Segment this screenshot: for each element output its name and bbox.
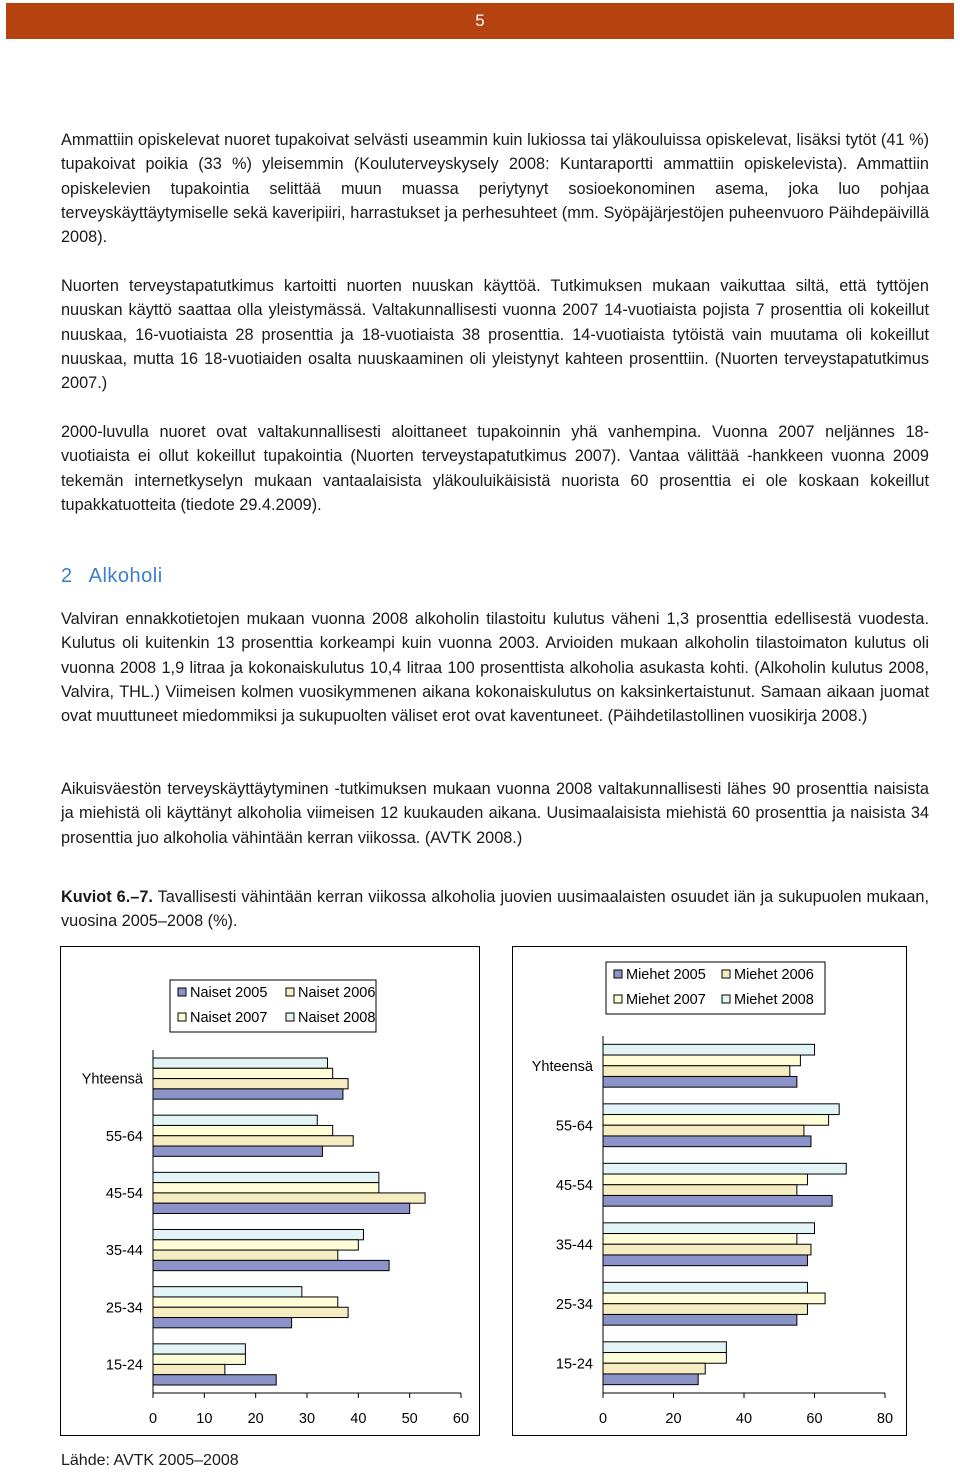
paragraph: Ammattiin opiskelevat nuoret tupakoivat selvästi useammin kuin lukiossa tai yläkouluissa opiskelevat, lisäksi tytöt (41 %) tupakoivat poikia (33 %) yleisemmin (Kouluterveyskysely 2008: Kuntaraportti ammattiin opiskelevista). Ammattiin opiskelevien tupakointia selittää muun muassa periytynyt sosioekonominen asema, joka luo pohjaa terveyskäyttäytymiselle sekä kaveripiiri, harrastukset ja perhesuhteet (mm. Syöpäjärjestöjen puheenvuoro Päihdepäivillä 2008). [61, 131, 929, 247]
bar [153, 1364, 225, 1374]
legend-label: Miehet 2007 [626, 992, 706, 1008]
bar [603, 1223, 815, 1234]
legend-swatch [614, 995, 622, 1003]
chart-svg [512, 946, 907, 1436]
legend-label: Naiset 2005 [190, 985, 268, 1001]
figure-caption-label: Kuviot 6.–7. [61, 888, 153, 906]
bar [603, 1195, 832, 1206]
bar [603, 1282, 807, 1293]
category-label: 55-64 [555, 1118, 593, 1135]
category-label: 15-24 [555, 1356, 593, 1373]
x-tick-label: 60 [806, 1411, 823, 1427]
section-heading [61, 565, 163, 588]
category-label: 25-34 [105, 1300, 143, 1317]
x-tick-label: 50 [401, 1411, 418, 1427]
legend-label: Naiset 2007 [190, 1010, 268, 1026]
bar [153, 1287, 302, 1297]
bar [153, 1203, 410, 1213]
bar [603, 1293, 825, 1304]
bar [153, 1146, 322, 1156]
category-label: Yhteensä [81, 1071, 143, 1088]
legend-swatch [178, 988, 186, 996]
paragraph: Aikuisväestön terveyskäyttäytyminen -tutkimuksen mukaan vuonna 2008 valtakunnallisesti lähes 90 prosenttia naisista ja miehistä oli käyttänyt alkoholia viimeisen 12 kuukauden aikana. Uusimaalaisista miehistä 60 prosenttia ja naisista 34 prosenttia juo alkoholia vähintään kerran viikossa. (AVTK 2008.) [61, 780, 929, 847]
bar [603, 1125, 804, 1136]
section-number: 2 [61, 565, 73, 587]
category-label: 45-54 [555, 1177, 593, 1194]
legend-label: Miehet 2008 [734, 992, 814, 1008]
bar [153, 1260, 389, 1270]
bar [603, 1163, 846, 1174]
bar [603, 1304, 807, 1315]
paragraph: 2000-luvulla nuoret ovat valtakunnallisesti aloittaneet tupakoinnin yhä vanhempina. Vuonna 2007 neljännes 18-vuotiaista ei ollut kokeillut tupakointia (Nuorten terveystapatutkimus 2007). Vantaa välittää -hankkeen vuonna 2009 tekemän internetkyselyn mukaan vantaalaisista yläkouluikäisistä nuorista 60 prosenttia ei ole koskaan kokeillut tupakkatuotteita (tiedote 29.4.2009). [61, 423, 929, 514]
bar [603, 1314, 797, 1325]
x-tick-label: 20 [247, 1411, 264, 1427]
category-label: 25-34 [555, 1296, 593, 1313]
bar [603, 1244, 811, 1255]
section-title: Alkoholi [88, 565, 163, 587]
bar [603, 1342, 726, 1353]
bar [153, 1230, 363, 1240]
legend-swatch [286, 988, 294, 996]
legend-swatch [722, 995, 730, 1003]
bar [603, 1185, 797, 1196]
bar [603, 1076, 797, 1087]
bar [153, 1068, 333, 1078]
bar [603, 1174, 807, 1185]
x-tick-label: 60 [452, 1411, 470, 1427]
category-label: 45-54 [105, 1185, 143, 1202]
bar [603, 1136, 811, 1147]
x-tick-label: 80 [876, 1411, 894, 1427]
bar [153, 1125, 333, 1135]
bar [153, 1136, 353, 1146]
paragraph: Valviran ennakkotietojen mukaan vuonna 2008 alkoholin tilastoitu kulutus väheni 1,3 prosenttia edellisestä vuodesta. Kulutus oli kuitenkin 13 prosenttia korkeampi kuin vuonna 2003. Arvioiden mukaan alkoholin tilastoimaton kulutus oli vuonna 2008 1,9 litraa ja kokonaiskulutus 10,4 litraa 100 prosenttista alkoholia asukasta kohti. (Alkoholin kulutus 2008, Valvira, THL.) Viimeisen kolmen vuosikymmenen aikana kokonaiskulutus on kaksinkertaistunut. Samaan aikaan juomat ovat muuttuneet miedommiksi ja sukupuolten väliset erot ovat kaventuneet. (Päihdetilastollinen vuosikirja 2008.) [61, 610, 929, 726]
bar [153, 1307, 348, 1317]
chart-women [60, 946, 480, 1436]
bar [153, 1079, 348, 1089]
legend-label: Naiset 2006 [298, 985, 376, 1001]
bar [153, 1318, 292, 1328]
bar [153, 1089, 343, 1099]
bar [603, 1115, 829, 1126]
x-tick-label: 0 [148, 1411, 158, 1427]
bar [603, 1374, 698, 1385]
source-note: Lähde: AVTK 2005–2008 [61, 1452, 239, 1469]
bar [603, 1104, 839, 1115]
page-header [6, 3, 954, 39]
x-tick-label: 30 [298, 1411, 316, 1427]
figure-caption-text: Tavallisesti vähintään kerran viikossa alkoholia juovien uusimaalaisten osuudet iän ja sukupuolen mukaan, vuosina 2005–2008 (%). [61, 888, 929, 931]
bar [603, 1234, 797, 1245]
bar [603, 1255, 807, 1266]
legend-label: Miehet 2006 [734, 967, 814, 983]
bar [153, 1193, 425, 1203]
page-number: 5 [475, 11, 485, 30]
bar [603, 1055, 800, 1066]
bar [153, 1058, 328, 1068]
category-label: 35-44 [105, 1243, 143, 1260]
x-tick-label: 0 [598, 1411, 608, 1427]
bar [603, 1363, 705, 1374]
bar [153, 1240, 358, 1250]
x-tick-label: 40 [350, 1411, 367, 1427]
legend-label: Miehet 2005 [626, 967, 706, 983]
chart-svg [60, 946, 480, 1436]
bar [153, 1115, 317, 1125]
chart-men [512, 946, 907, 1436]
figure-caption [61, 885, 929, 934]
legend-swatch [722, 970, 730, 978]
bar [603, 1066, 790, 1077]
bar [603, 1044, 815, 1055]
legend-label: Naiset 2008 [298, 1010, 376, 1026]
paragraph: Nuorten terveystapatutkimus kartoitti nuorten nuuskan käyttöä. Tutkimuksen mukaan vaikuttaa siltä, että tyttöjen nuuskan käyttö saattaa olla yleistymässä. Valtakunnallisesti vuonna 2007 14-vuotiaista pojista 7 prosenttia oli kokeillut nuuskaa, 16-vuotiaista 28 prosenttia ja 18-vuotiaista 38 prosenttia. 14-vuotiaista tytöistä vain muutama oli kokeillut nuuskaa, mutta 16 18-vuotiaiden osalta nuuskaaminen oli yleistynyt kahteen prosenttiin. (Nuorten terveystapatutkimus 2007.) [61, 277, 929, 393]
bar [153, 1172, 379, 1182]
bar [153, 1297, 338, 1307]
x-tick-label: 10 [196, 1411, 213, 1427]
x-tick-label: 40 [735, 1411, 753, 1427]
category-label: 55-64 [105, 1128, 143, 1145]
category-label: Yhteensä [531, 1058, 593, 1075]
legend-swatch [614, 970, 622, 978]
x-tick-label: 20 [665, 1411, 682, 1427]
legend-swatch [286, 1013, 294, 1021]
bar [153, 1183, 379, 1193]
bar [153, 1354, 245, 1364]
bar [603, 1353, 726, 1364]
bar [153, 1375, 276, 1385]
category-label: 15-24 [105, 1357, 143, 1374]
bar [153, 1344, 245, 1354]
legend-swatch [178, 1013, 186, 1021]
category-label: 35-44 [555, 1237, 593, 1254]
bar [153, 1250, 338, 1260]
